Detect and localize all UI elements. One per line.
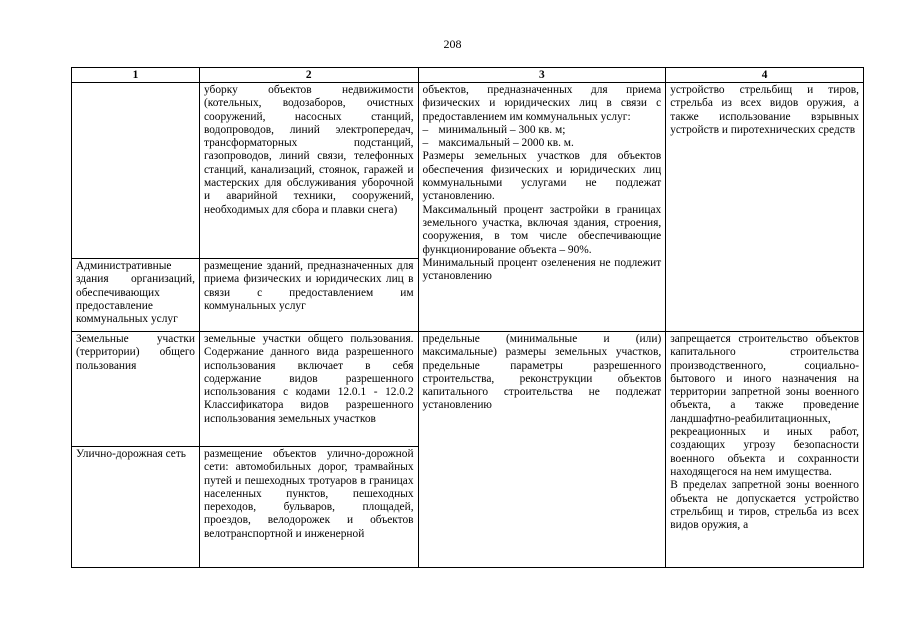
row4-col1: Улично-дорожная сеть (72, 447, 200, 568)
page-number: 208 (443, 37, 462, 51)
row1-col4: устройство стрельбищ и тиров, стрельба из всех видов оружия, а также использование взрывных устройств и пиротехнических средств (666, 83, 864, 332)
col4-paragraph: запрещается строительство объектов капитального строительства производственного, социально-бытового и иного назначения на территории запретной зоны военного объекта, а также проведение ландшафтно-реабилитационных, (670, 333, 859, 425)
zoning-table (71, 67, 864, 568)
col3-paragraph: Максимальный процент застройки в границах земельного участка, включая здания, строения, сооружения, в том числе обеспечивающие функционирование объекта – 90%. (422, 203, 662, 256)
row3-col4 (666, 332, 864, 568)
row2-col1: Административные здания организаций, обеспечивающих предоставление коммунальных услуг (72, 259, 200, 332)
row1-col3 (418, 83, 666, 332)
col3-list-item: – минимальный – 300 кв. м; (423, 124, 662, 137)
row1-col2: уборку объектов недвижимости (котельных, водозаборов, очистных сооружений, насосных станций, водопроводов, линий электропередач, трансформаторных подстанций, газопроводов, линий связи, телефонных станций, канализаций, стоянок, гаражей и мастерских для обслуживания уборочной и аварийной техники, сооружений, необходимых для сбора и плавки снега) (200, 83, 419, 259)
header-col-3: 3 (418, 68, 666, 83)
row3-col2: земельные участки общего пользования. Содержание данного вида разрешенного использования включает в себя содержание видов разрешенного использования с кодами 12.0.1 - 12.0.2 Классификатора видов разрешенного использования земельных участков (200, 332, 419, 447)
col3-paragraph: Минимальный процент озеленения не подлежит установлению (422, 256, 662, 283)
col3-list-item: – максимальный – 2000 кв. м. (423, 137, 662, 150)
row4-col2: размещение объектов улично-дорожной сети: автомобильных дорог, трамвайных путей и пешеходных тротуаров в границах населенных пунктов, пешеходных переходов, бульваров, площадей, проездов, велодорожек и объектов велотранспортной и инженерной (200, 447, 419, 568)
header-col-2: 2 (200, 68, 419, 83)
row2-col2: размещение зданий, предназначенных для приема физических и юридических лиц в связи с предоставлением им коммунальных услуг (200, 259, 419, 332)
table-row (72, 332, 864, 447)
col4-paragraph: рекреационных и иных работ, создающих угрозу безопасности военного объекта и сохранности находящегося на нем имущества. (670, 426, 859, 478)
row1-col1 (72, 83, 200, 259)
table-row (72, 83, 864, 259)
header-col-1: 1 (72, 68, 200, 83)
row3-col1: Земельные участки (территории) общего пользования (72, 332, 200, 447)
col3-paragraph: Размеры земельных участков для объектов обеспечения физических и юридических лиц коммунальными услугами не подлежат установлению. (422, 150, 662, 203)
row3-col3: предельные (минимальные и (или) максимальные) размеры земельных участков, предельные параметры разрешенного строительства, реконструкции объектов капитального строительства не подлежат установлению (418, 332, 666, 568)
header-col-4: 4 (666, 68, 864, 83)
table-header-row (72, 68, 864, 83)
col4-paragraph: В пределах запретной зоны военного объекта не допускается устройство стрельбищ и тиров, стрельба из всех видов оружия, а (670, 479, 859, 532)
col3-intro: объектов, предназначенных для приема физических и юридических лиц в связи с предоставлением им коммунальных услуг: (422, 84, 662, 123)
